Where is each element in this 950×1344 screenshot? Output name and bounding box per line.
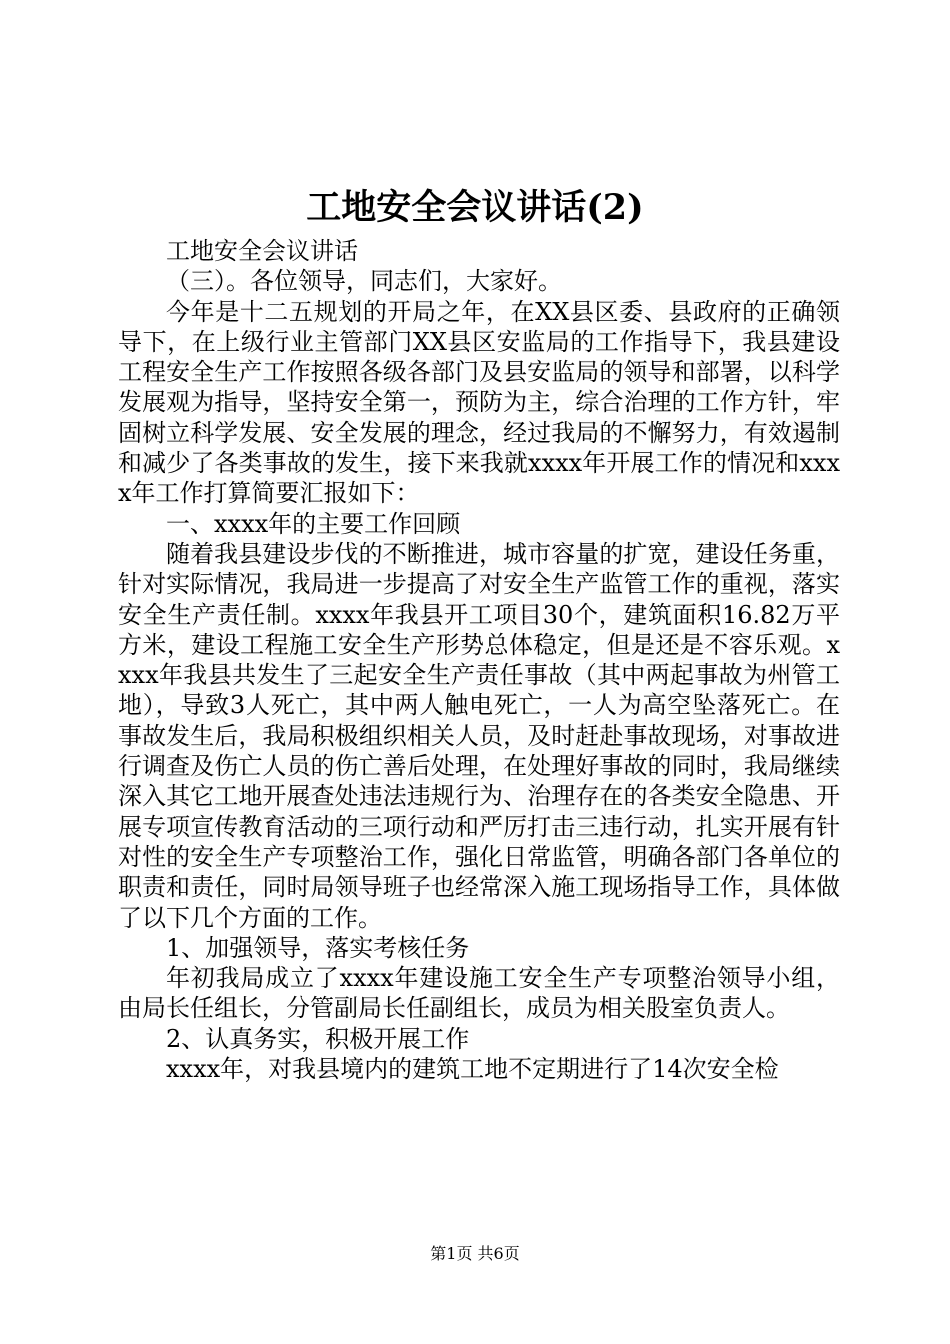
paragraph-intro: 今年是十二五规划的开局之年，在XX县区委、县政府的正确领导下，在上级行业主管部门XX县区安监局的工作指导下，我县建设工程安全生产工作按照各级各部门及县安监局的领导和部署，以科学发展观为指导，坚持安全第一，预防为主，综合治理的工作方针，牢固树立科学发展、安全发展的理念，经过我局的不懈努力，有效遏制和减少了各类事故的发生，接下来我就xxxx年开展工作的情况和xxxx年工作打算简要汇报如下： (118, 297, 840, 508)
subsection-heading-work: 2、认真务实，积极开展工作 (166, 1024, 470, 1053)
page-footer: 第1页 共6页 (430, 1244, 520, 1263)
paragraph-subtitle: 工地安全会议讲话 (166, 237, 358, 265)
subsection-heading-leadership: 1、加强领导，落实考核任务 (166, 933, 470, 962)
document-title: 工地安全会议讲话(2) (306, 187, 644, 228)
paragraph-greeting: （三）。各位领导，同志们，大家好。 (166, 267, 562, 296)
document-body (118, 236, 840, 1084)
paragraph-leadership: 年初我局成立了xxxx年建设施工安全生产专项整治领导小组，由局长任组长，分管副局长任副组长，成员为相关股室负责人。 (118, 964, 840, 1023)
section-heading-review: 一、xxxx年的主要工作回顾 (166, 509, 461, 538)
paragraph-review: 随着我县建设步伐的不断推进，城市容量的扩宽，建设任务重，针对实际情况，我局进一步提高了对安全生产监管工作的重视，落实安全生产责任制。xxxx年我县开工项目30个，建筑面积16.82万平方米，建设工程施工安全生产形势总体稳定，但是还是不容乐观。xxxx年我县共发生了三起安全生产责任事故（其中两起事故为州管工地），导致3人死亡，其中两人触电死亡，一人为高空坠落死亡。在事故发生后，我局积极组织相关人员，及时赶赴事故现场，对事故进行调查及伤亡人员的伤亡善后处理，在处理好事故的同时，我局继续深入其它工地开展查处违法违规行为、治理存在的各类安全隐患、开展专项宣传教育活动的三项行动和严厉打击三违行动，扎实开展有针对性的安全生产专项整治工作，强化日常监管，明确各部门各单位的职责和责任，同时局领导班子也经常深入施工现场指导工作，具体做了以下几个方面的工作。 (118, 539, 840, 932)
paragraph-work: xxxx年，对我县境内的建筑工地不定期进行了14次安全检 (166, 1055, 779, 1084)
